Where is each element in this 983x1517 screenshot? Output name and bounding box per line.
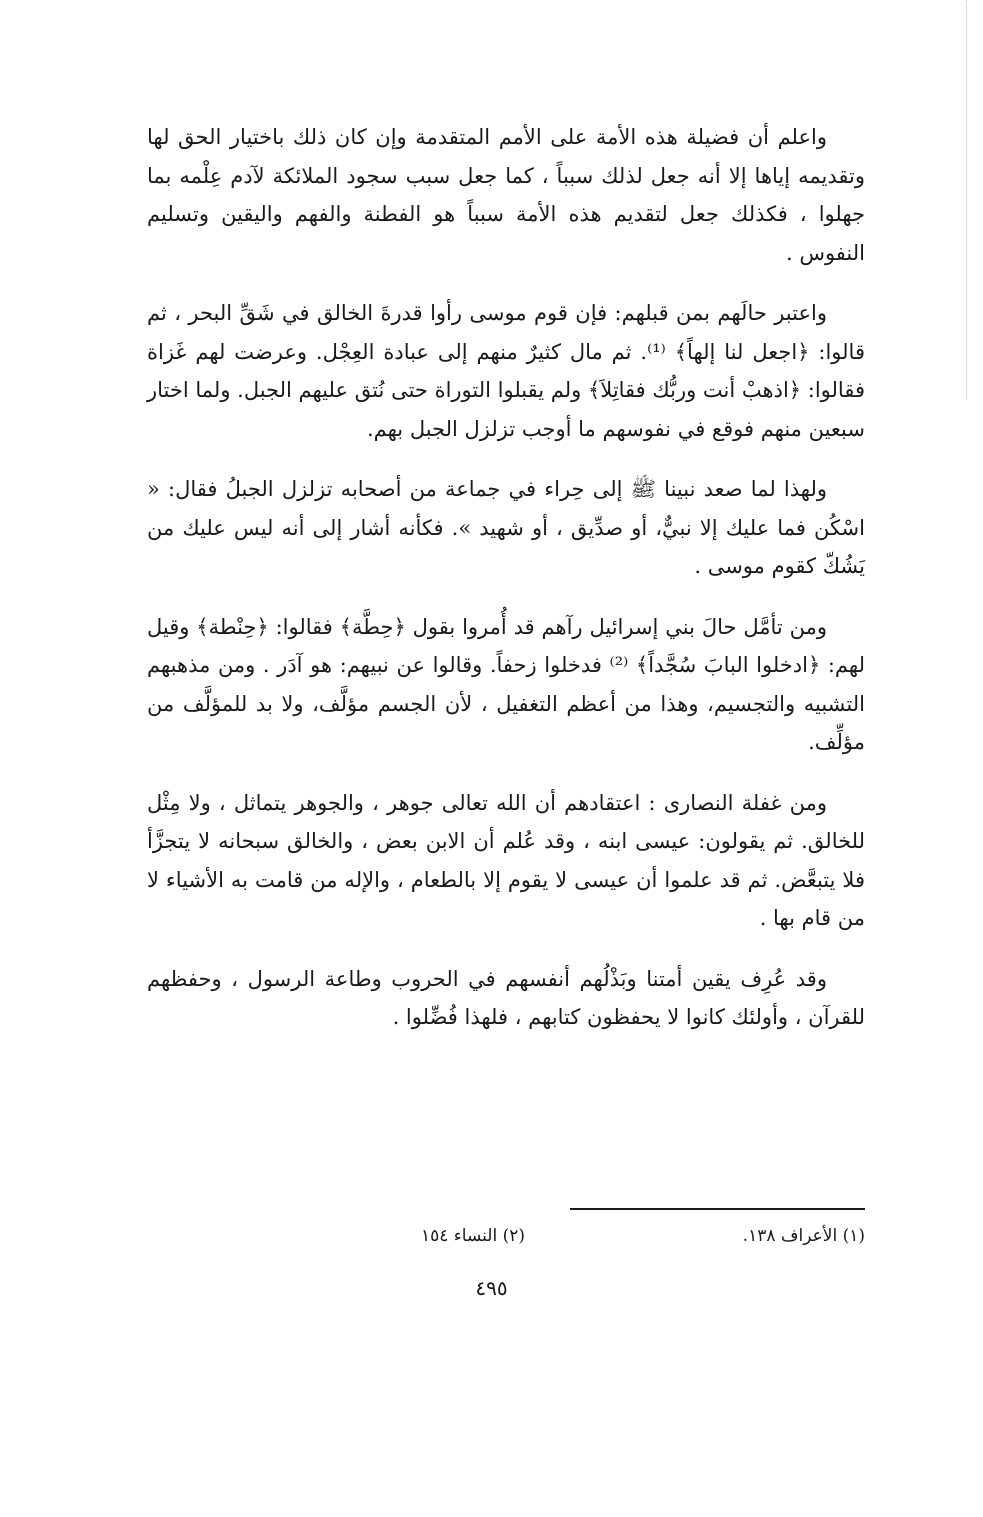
binding-edge [966,0,967,400]
footnote-separator [570,1208,865,1210]
paragraph-6: وقد عُرِف يقين أمتنا وبَذْلُهم أنفسهم في الحروب وطاعة الرسول ، وحفظهم للقرآن ، وأولئك كانوا لا يحفظون كتابهم ، فلهذا فُضِّلوا . [147,966,865,1029]
footnotes [147,1222,865,1252]
footnote-1: (١) الأعراف ١٣٨. [742,1226,865,1246]
page-number: ٤٩٥ [475,1276,508,1300]
paragraph-3: ولهذا لما صعد نبينا ﷺ إلى حِراء في جماعة من أصحابه تزلزل الجبلُ فقال: « اسْكُن فما عليك إلا نبيٌّ، أو صدِّيق ، أو شهيد ». فكأنه أشار إلى أنه ليس عليك من يَشُكّ كقوم موسى . [147,477,865,578]
main-text [147,118,865,1059]
paragraph-2: واعتبر حالَهم بمن قبلهم: فإن قوم موسى رأوا قدرةَ الخالق في شَقِّ البحر ، ثم قالوا: ﴿اجعل لنا إلهاً﴾ ⁽¹⁾. ثم مال كثيرٌ منهم إلى عبادة العِجْل. وعرضت لهم غَزاة فقالوا: ﴿اذهبْ أنت وربُّك فقاتِلاَ﴾ ولم يقبلوا التوراة حتى نُتق عليهم الجبل. ولما اختار سبعين منهم فوقع في نفوسهم ما أوجب تزلزل الجبل بهم. [147,301,865,441]
paragraph-1: واعلم أن فضيلة هذه الأمة على الأمم المتقدمة وإن كان ذلك باختيار الحق لها وتقديمه إياها إلا أنه جعل لذلك سبباً ، كما جعل سبب سجود الملائكة لآدم عِلْمه بما جهلوا ، فكذلك جعل لتقديم هذه الأمة سبباً هو الفطنة والفهم واليقين وتسليم النفوس . [147,125,865,265]
footnote-2: (٢) النساء ١٥٤ [421,1226,525,1246]
paragraph-5: ومن غفلة النصارى : اعتقادهم أن الله تعالى جوهر ، والجوهر يتماثل ، ولا مِثْل للخالق. ثم يقولون: عيسى ابنه ، وقد عُلم أن الابن بعض ، والخالق سبحانه لا يتجزَّأ فلا يتبعَّض. ثم قد علموا أن عيسى لا يقوم إلا بالطعام ، والإله من قامت به الأشياء لا من قام بها . [147,790,865,930]
paragraph-4: ومن تأمَّل حالَ بني إسرائيل رآهم قد أُمروا بقول ﴿حِطَّة﴾ فقالوا: ﴿حِنْطة﴾ وقيل لهم: ﴿ادخلوا البابَ سُجَّداً﴾ ⁽²⁾ فدخلوا زحفاً. وقالوا عن نبيهم: هو آدَر . ومن مذهبهم التشبيه والتجسيم، وهذا من أعظم التغفيل ، لأن الجسم مؤلَّف، ولا بد للمؤلَّف من مؤلِّف. [147,614,865,754]
